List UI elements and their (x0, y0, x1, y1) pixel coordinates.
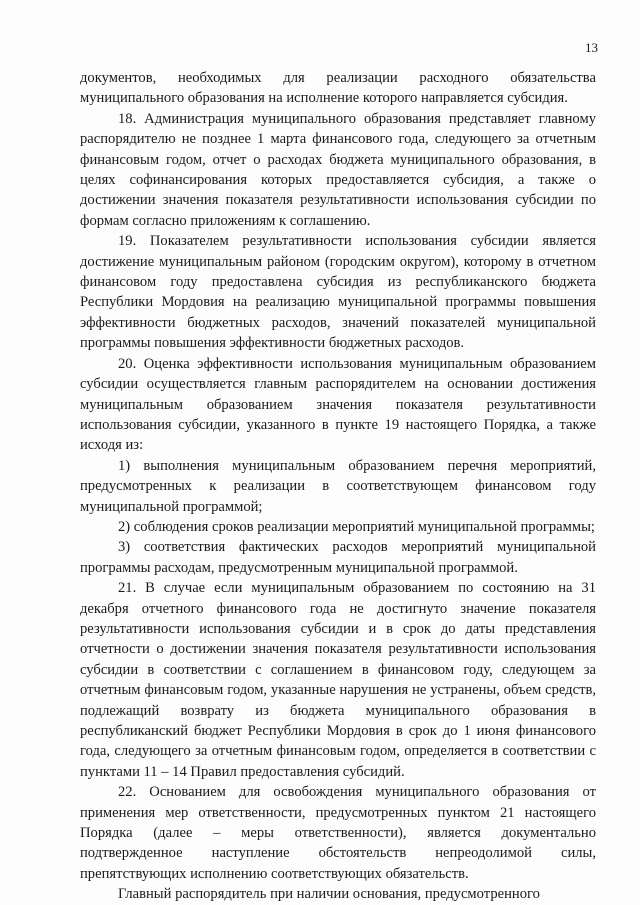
paragraph: 2) соблюдения сроков реализации мероприятий муниципальной программы; (118, 518, 595, 535)
paragraph: документов, необходимых для реализации расходного обязательства муниципального образования на исполнение которого направляется субсидия. (80, 70, 596, 107)
paragraph: 1) выполнения муниципальным образованием перечня мероприятий, предусмотренных к реализации в соответствующем финансовом году муниципальной программой; (80, 457, 596, 515)
paragraph: 19. Показателем результативности использования субсидии является достижение муниципальным районом (городским округом), которому в отчетном финансовом году предоставлена субсидия из республиканского бюджета Республики Мордовия на реализацию муниципальной программы повышения эффективности бюджетных расходов, значений показателей муниципальной программы повышения эффективности бюджетных расходов. (80, 233, 596, 352)
paragraph: 3) соответствия фактических расходов мероприятий муниципальной программы расходам, предусмотренным муниципальной программой. (80, 539, 596, 576)
paragraph: 21. В случае если муниципальным образованием по состоянию на 31 декабря отчетного финансового года не достигнуто значение показателя результативности использования субсидии и в срок до даты представления отчетности о достижении значения показателя результативности использования субсидии в соответствии с соглашением в финансовом году, следующем за отчетным финансовым годом, указанные нарушения не устранены, объем средств, подлежащий возврату из бюджета муниципального образования в республиканский бюджет Республики Мордовия в срок до 1 июня финансового года, следующего за отчетным финансовым годом, определяется в соответствии с пунктами 11 – 14 Правил предоставления субсидий. (80, 580, 596, 780)
page-number: 13 (585, 40, 598, 55)
paragraph: 18. Администрация муниципального образования представляет главному распорядителю не позднее 1 марта финансового года, следующего за отчетным финансовым годом, отчет о расходах бюджета муниципального образования, в целях софинансирования которых предоставляется субсидия, а также о достижении значения показателя результативности использования субсидии по формам согласно приложениям к соглашению. (80, 110, 596, 229)
paragraph: Главный распорядитель при наличии основания, предусмотренного (118, 886, 540, 903)
paragraph: 20. Оценка эффективности использования муниципальным образованием субсидии осуществляется главным распорядителем на основании достижения муниципальным образованием значения показателя результативности использования субсидии, указанного в пункте 19 настоящего Порядка, а также исходя из: (80, 355, 596, 454)
document-body (80, 68, 596, 905)
paragraph: 22. Основанием для освобождения муниципального образования от применения мер ответственности, предусмотренных пунктом 21 настоящего Порядка (далее – меры ответственности), является документально подтвержденное наступление обстоятельств непреодолимой силы, препятствующих исполнению соответствующих обязательств. (80, 784, 596, 882)
